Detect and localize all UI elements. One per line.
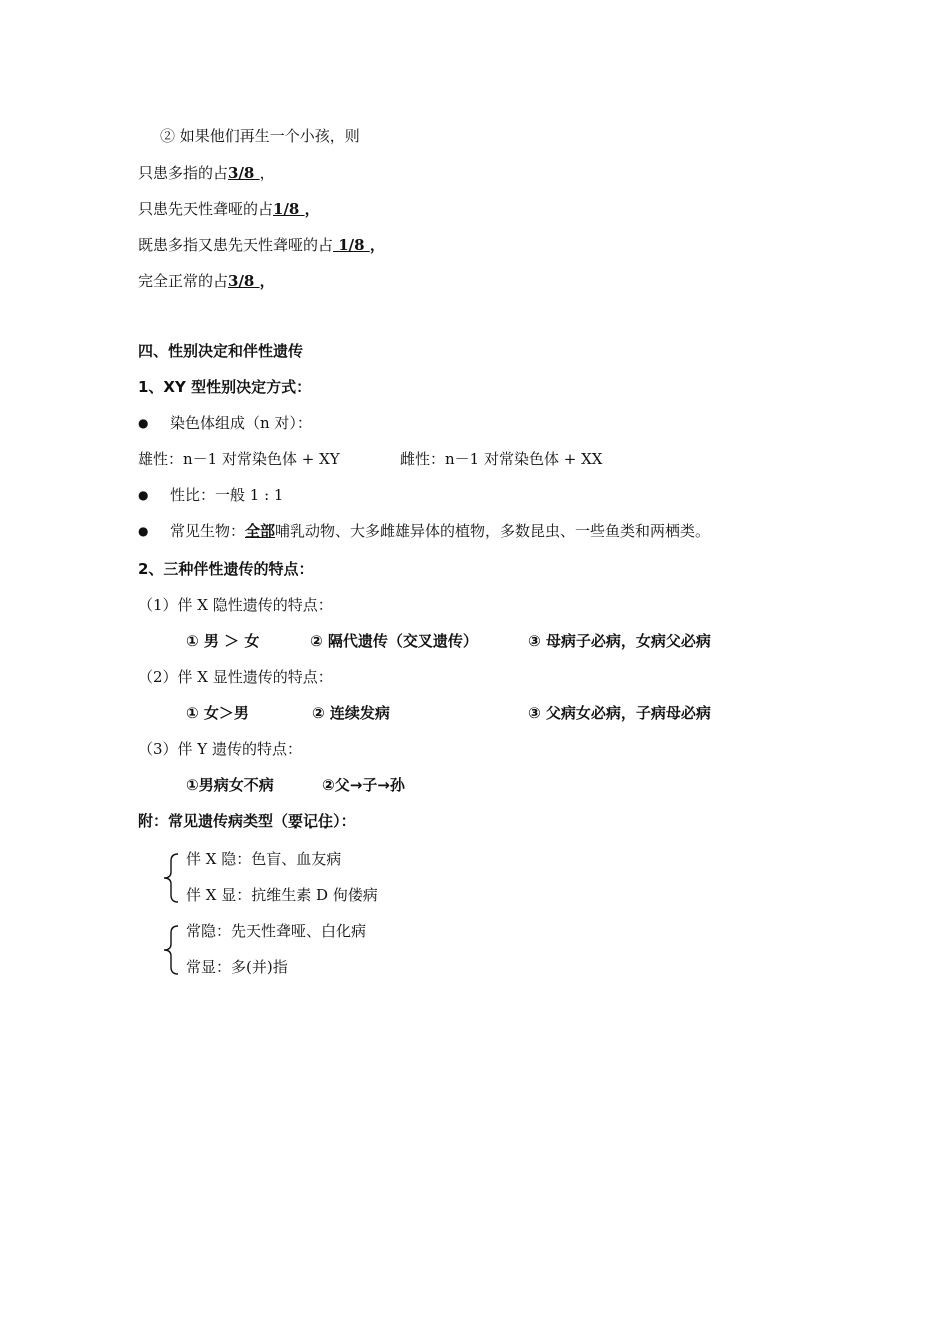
group2-autosomal-dominant: 常显：多(并)指 [186, 958, 288, 976]
appendix-suffix: ）： [333, 812, 356, 830]
x-dominant-title: （2）伴 X 显性遗传的特点： [138, 668, 333, 686]
suffix: ， [369, 236, 385, 254]
label: 只患先天性聋哑的占 [138, 200, 274, 218]
line-only-polydactyly [138, 162, 275, 184]
suffix: ， [259, 272, 275, 290]
text: 染色体组成（n 对）： [170, 414, 312, 432]
section-heading: 四、性别决定和伴性遗传 [138, 342, 304, 360]
text: 性比：一般 1 : 1 [170, 486, 284, 504]
bullet-organisms [138, 520, 710, 542]
group1-x-recessive: 伴 X 隐：色盲、血友病 [186, 850, 342, 868]
x-recessive-1: ① 男 ＞ 女 [186, 632, 260, 650]
appendix-prefix: 附：常见遗传病类型（ [138, 812, 289, 830]
appendix-heading [138, 810, 356, 832]
bullet-sex-ratio [138, 484, 283, 506]
x-dominant-3: ③ 父病女必病，子病母必病 [528, 704, 711, 722]
line-only-deafness [138, 198, 320, 220]
emphasis-char-1: 要 [288, 812, 304, 830]
line-normal [138, 270, 275, 292]
label: 常见生物： [170, 522, 246, 540]
line-both [138, 234, 385, 256]
line-second-child: ② 如果他们再生一个小孩，则 [160, 127, 360, 145]
y-linked-2: ②父→子→孙 [322, 776, 405, 794]
emphasis: 全部 [245, 522, 276, 540]
male: 雄性：n－1 对常染色体 + XY [138, 450, 340, 468]
line-female: 雌性：n－1 对常染色体 + XX [400, 450, 603, 468]
group1-x-dominant: 伴 X 显：抗维生素 D 佝偻病 [186, 886, 378, 904]
bullet-icon: ● [138, 524, 149, 538]
x-recessive-title: （1）伴 X 隐性遗传的特点： [138, 596, 333, 614]
subheading-xy: 1、XY 型性别决定方式： [138, 378, 312, 396]
bullet-chromosome [138, 412, 312, 434]
emphasis-char-2: 记 [303, 812, 319, 830]
x-dominant-1: ① 女＞男 [186, 704, 249, 722]
label: 只患多指的占 [138, 164, 229, 182]
emphasis-char-3: 住 [318, 812, 334, 830]
value: 1/8 [333, 236, 370, 254]
subheading-sex-linked: 2、三种伴性遗传的特点： [138, 560, 314, 578]
label: 完全正常的占 [138, 272, 229, 290]
suffix: ， [304, 200, 320, 218]
bullet-icon: ● [138, 488, 149, 502]
x-recessive-3: ③ 母病子必病，女病父必病 [528, 632, 711, 650]
label: 既患多指又患先天性聋哑的占 [138, 236, 334, 254]
brace-icon [158, 852, 184, 904]
x-recessive-2: ② 隔代遗传（交叉遗传） [310, 632, 478, 650]
y-linked-title: （3）伴 Y 遗传的特点： [138, 740, 302, 758]
suffix: ， [259, 164, 275, 182]
group2-autosomal-recessive: 常隐：先天性聋哑、白化病 [186, 922, 367, 940]
value: 3/8 [228, 272, 260, 290]
value: 3/8 [228, 164, 260, 182]
x-dominant-2: ② 连续发病 [312, 704, 390, 722]
bullet-icon: ● [138, 416, 149, 430]
text: 哺乳动物、大多雌雄异体的植物，多数昆虫、一些鱼类和两栖类。 [275, 522, 711, 540]
brace-icon [158, 924, 184, 976]
line-sex-chromosomes [138, 448, 340, 470]
value: 1/8 [273, 200, 305, 218]
y-linked-1: ①男病女不病 [186, 776, 274, 794]
